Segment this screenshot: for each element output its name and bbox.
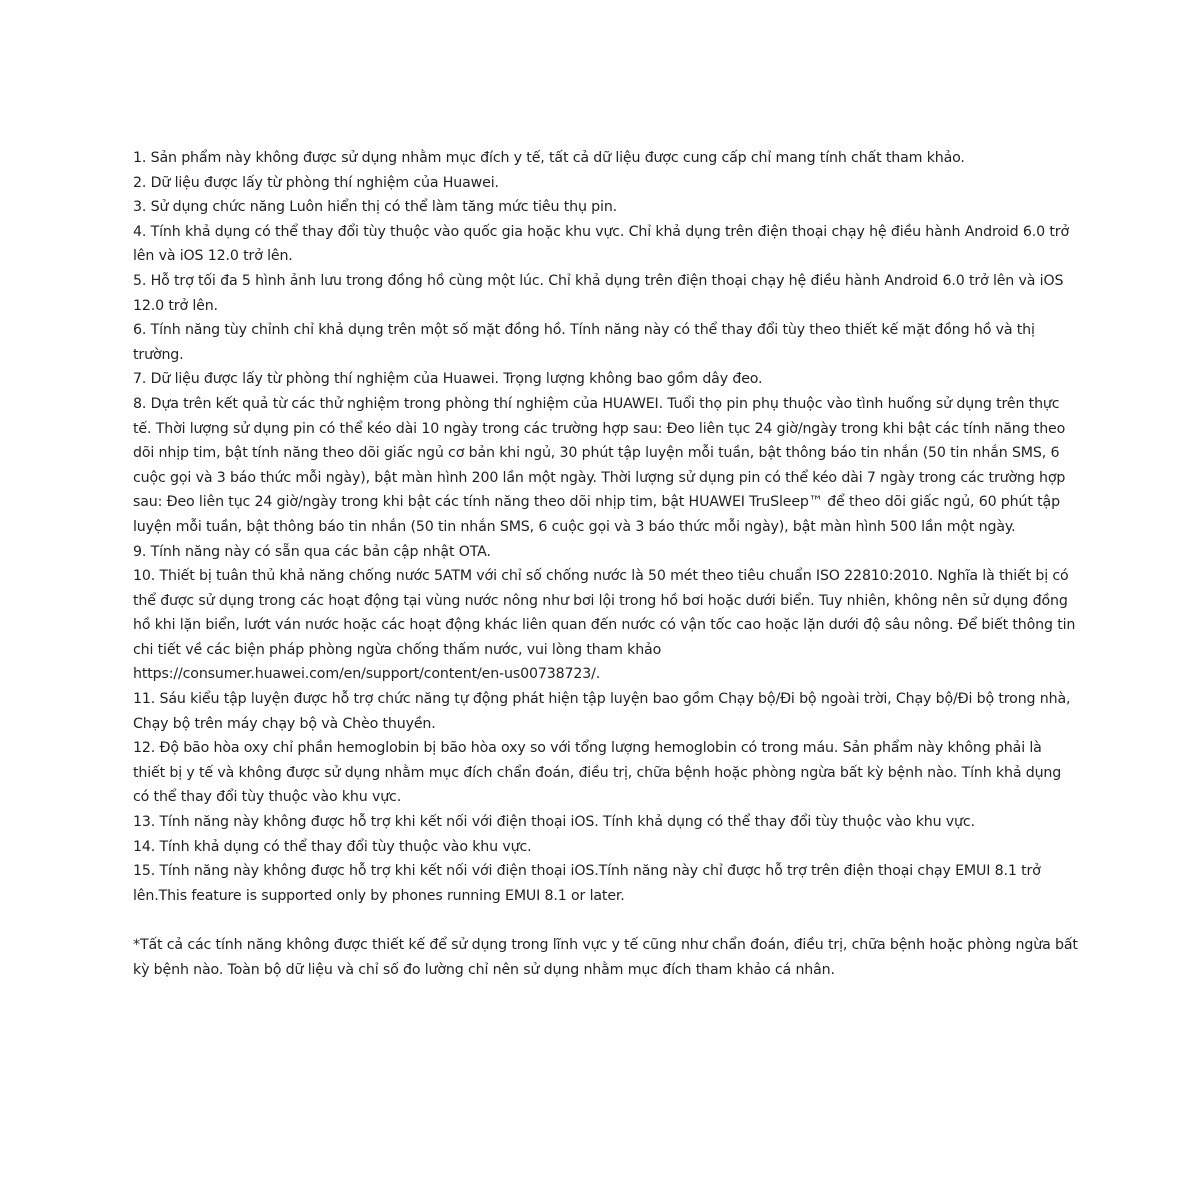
note-8: 8. Dựa trên kết quả từ các thử nghiệm trong phòng thí nghiệm của HUAWEI. Tuổi thọ pin phụ thuộc vào tình huống sử dụng trên thực tế. Thời lượng sử dụng pin có thể kéo dài 10 ngày trong các trường hợp sau: Đeo liên tục 24 giờ/ngày trong khi bật các tính năng theo dõi nhịp tim, bật tính năng theo dõi giấc ngủ cơ bản khi ngủ, 30 phút tập luyện mỗi tuần, bật thông báo tin nhắn (50 tin nhắn SMS, 6 cuộc gọi và 3 báo thức mỗi ngày), bật màn hình 200 lần một ngày. Thời lượng sử dụng pin có thể kéo dài 7 ngày trong các trường hợp sau: Đeo liên tục 24 giờ/ngày trong khi bật các tính năng theo dõi nhịp tim, bật HUAWEI TruSleep™ để theo dõi giấc ngủ, 60 phút tập luyện mỗi tuần, bật thông báo tin nhắn (50 tin nhắn SMS, 6 cuộc gọi và 3 báo thức mỗi ngày), bật màn hình 500 lần một ngày.	[133, 395, 1066, 535]
note-10-link: https://consumer.huawei.com/en/support/content/en-us00738723/.	[133, 666, 601, 683]
note-5: 5. Hỗ trợ tối đa 5 hình ảnh lưu trong đồng hồ cùng một lúc. Chỉ khả dụng trên điện thoại chạy hệ điều hành Android 6.0 trở lên và iOS 12.0 trở lên.	[133, 272, 1064, 314]
note-6: 6. Tính năng tùy chỉnh chỉ khả dụng trên một số mặt đồng hồ. Tính năng này có thể thay đổi tùy theo thiết kế mặt đồng hồ và thị trường.	[133, 322, 1035, 363]
disclaimer-document	[133, 146, 1078, 982]
note-7: 7. Dữ liệu được lấy từ phòng thí nghiệm của Huawei. Trọng lượng không bao gồm dây đeo.	[133, 371, 763, 388]
note-12: 12. Độ bão hòa oxy chỉ phần hemoglobin bị bão hòa oxy so với tổng lượng hemoglobin có trong máu. Sản phẩm này không phải là thiết bị y tế và không được sử dụng nhằm mục đích chẩn đoán, điều trị, chữa bệnh hoặc phòng ngừa bất kỳ bệnh nào. Tính khả dụng có thể thay đổi tùy thuộc vào khu vực.	[133, 740, 1062, 806]
paragraph-spacer	[133, 908, 1078, 933]
note-9: 9. Tính năng này có sẵn qua các bản cập nhật OTA.	[133, 543, 491, 560]
note-1: 1. Sản phẩm này không được sử dụng nhằm mục đích y tế, tất cả dữ liệu được cung cấp chỉ mang tính chất tham khảo.	[133, 150, 965, 166]
note-10: 10. Thiết bị tuân thủ khả năng chống nước 5ATM với chỉ số chống nước là 50 mét theo tiêu chuẩn ISO 22810:2010. Nghĩa là thiết bị có thể được sử dụng trong các hoạt động tại vùng nước nông như bơi lội trong hồ bơi hoặc dưới biển. Tuy nhiên, không nên sử dụng đồng hồ khi lặn biển, lướt ván nước hoặc các hoạt động khác liên quan đến nước có vận tốc cao hoặc lặn dưới độ sâu nông. Để biết thông tin chi tiết về các biện pháp phòng ngừa chống thấm nước, vui lòng tham khảo	[133, 568, 1076, 658]
note-14: 14. Tính khả dụng có thể thay đổi tùy thuộc vào khu vực.	[133, 838, 532, 855]
note-3: 3. Sử dụng chức năng Luôn hiển thị có thể làm tăng mức tiêu thụ pin.	[133, 199, 618, 216]
note-2: 2. Dữ liệu được lấy từ phòng thí nghiệm của Huawei.	[133, 174, 499, 191]
footer-disclaimer: *Tất cả các tính năng không được thiết kế để sử dụng trong lĩnh vực y tế cũng như chẩn đoán, điều trị, chữa bệnh hoặc phòng ngừa bất kỳ bệnh nào. Toàn bộ dữ liệu và chỉ số đo lường chỉ nên sử dụng nhằm mục đích tham khảo cá nhân.	[133, 937, 1078, 978]
note-15: 15. Tính năng này không được hỗ trợ khi kết nối với điện thoại iOS.Tính năng này chỉ được hỗ trợ trên điện thoại chạy EMUI 8.1 trở lên.This feature is supported only by phones running EMUI 8.1 or later.	[133, 863, 1041, 904]
note-13: 13. Tính năng này không được hỗ trợ khi kết nối với điện thoại iOS. Tính khả dụng có thể thay đổi tùy thuộc vào khu vực.	[133, 814, 975, 831]
note-11: 11. Sáu kiểu tập luyện được hỗ trợ chức năng tự động phát hiện tập luyện bao gồm Chạy bộ/Đi bộ ngoài trời, Chạy bộ/Đi bộ trong nhà, Chạy bộ trên máy chạy bộ và Chèo thuyền.	[133, 691, 1071, 732]
note-4: 4. Tính khả dụng có thể thay đổi tùy thuộc vào quốc gia hoặc khu vực. Chỉ khả dụng trên điện thoại chạy hệ điều hành Android 6.0 trở lên và iOS 12.0 trở lên.	[133, 223, 1069, 265]
